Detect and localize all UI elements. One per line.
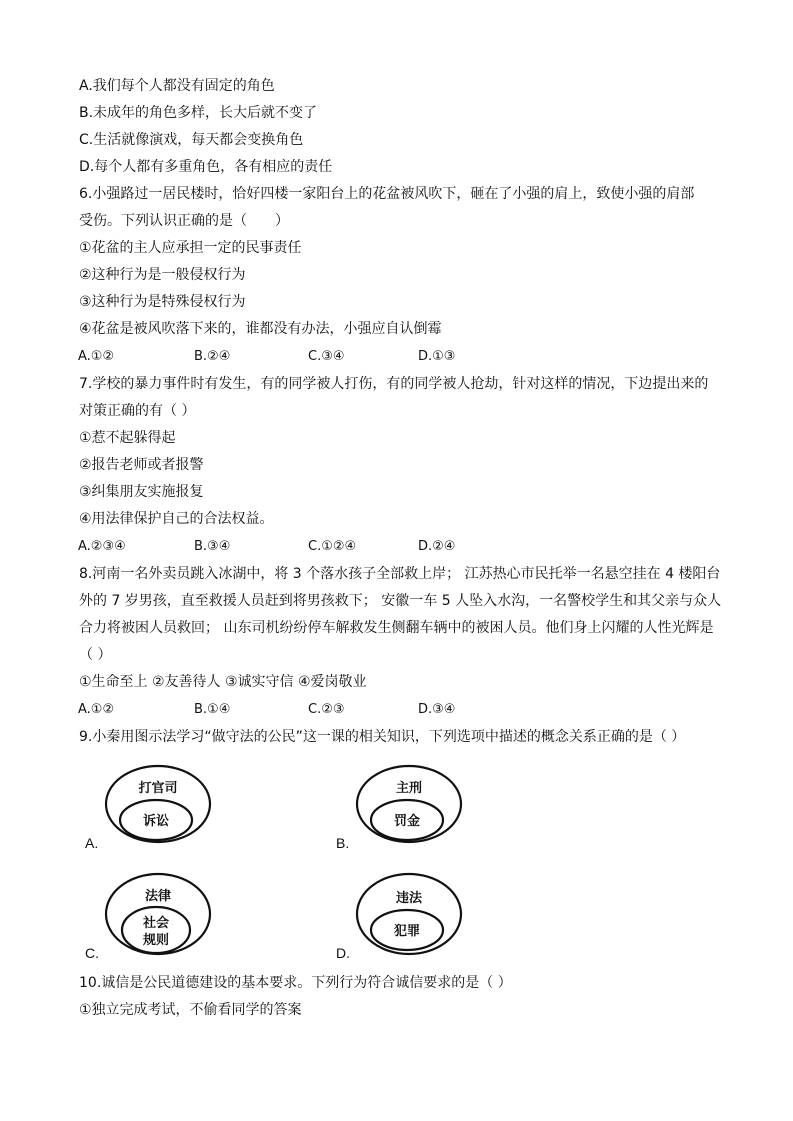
q6-statement-4: ④花盆是被风吹落下来的，谁都没有办法，小强应自认倒霉 [79, 321, 442, 337]
nested-circles-d [355, 872, 465, 956]
concept-diagram-a [104, 764, 214, 844]
q8-choice-b: B.①④ [194, 702, 231, 717]
outer-label-c: 法律 [144, 889, 172, 904]
outer-label-d: 违法 [395, 891, 423, 906]
q7-choice-d: D.②④ [418, 539, 456, 554]
q6-statement-1: ①花盆的主人应承担一定的民事责任 [79, 240, 302, 256]
q5-option-c: C.生活就像演戏，每天都会变换角色 [79, 132, 304, 148]
q5-option-b: B.未成年的角色多样，长大后就不变了 [79, 105, 318, 121]
q7-statement-3: ③纠集朋友实施报复 [79, 484, 204, 500]
inner-label-b: 罚金 [393, 814, 421, 829]
q7-choice-a: A.②③④ [78, 539, 126, 554]
q8-choice-c: C.②③ [308, 702, 345, 717]
q8-stem-line-4: （ ） [79, 647, 112, 663]
diagram-letter-c: C. [85, 945, 99, 961]
q5-option-a: A.我们每个人都没有固定的角色 [79, 78, 275, 94]
q7-statement-2: ②报告老师或者报警 [79, 457, 204, 473]
inner-label-c-line-2: 规则 [142, 933, 170, 948]
q9-stem: 9.小秦用图示法学习“做守法的公民”这一课的相关知识，下列选项中描述的概念关系正确的是（ ） [79, 729, 686, 745]
inner-label-c-line-1: 社会 [142, 916, 170, 931]
q6-choice-c: C.③④ [308, 349, 345, 364]
nested-circles-a [104, 764, 214, 844]
q6-stem-line-1: 6.小强路过一居民楼时，恰好四楼一家阳台上的花盆被风吹下，砸在了小强的肩上，致使小强的肩部 [79, 186, 695, 202]
q8-stem-line-2: 外的 7 岁男孩，直至救援人员赶到将男孩救下； 安徽一车 5 人坠入水沟，一名警校学生和其父亲与众人 [79, 593, 722, 609]
q7-statement-1: ①惹不起躲得起 [79, 430, 176, 446]
q6-statement-3: ③这种行为是特殊侵权行为 [79, 294, 246, 310]
q7-choice-b: B.③④ [194, 539, 231, 554]
q7-stem-line-1: 7.学校的暴力事件时有发生，有的同学被人打伤，有的同学被人抢劫，针对这样的情况，下边提出来的 [79, 376, 709, 392]
concept-diagram-d [355, 872, 465, 956]
outer-label-b: 主刑 [395, 781, 423, 796]
q8-statements: ①生命至上 ②友善待人 ③诚实守信 ④爱岗敬业 [79, 674, 367, 690]
q10-statement-1: ①独立完成考试，不偷看同学的答案 [79, 1002, 302, 1018]
q6-stem-line-2: 受伤。下列认识正确的是（ ） [79, 213, 289, 229]
q7-statement-4: ④用法律保护自己的合法权益。 [79, 511, 274, 527]
concept-diagram-c [104, 872, 214, 956]
q8-stem-line-1: 8.河南一名外卖员跳入冰湖中，将 3 个落水孩子全部救上岸； 江苏热心市民托举一名悬空挂在 4 楼阳台 [79, 566, 721, 582]
q7-choice-c: C.①②④ [308, 539, 357, 554]
nested-circles-b [355, 764, 465, 844]
q6-statement-2: ②这种行为是一般侵权行为 [79, 267, 246, 283]
diagram-letter-b: B. [336, 835, 350, 851]
inner-label-a: 诉讼 [142, 814, 170, 829]
nested-circles-c [104, 872, 214, 956]
q8-choice-a: A.①② [78, 702, 115, 717]
inner-label-d: 犯罪 [393, 924, 421, 939]
q6-choice-a: A.①② [78, 349, 115, 364]
outer-label-a: 打官司 [138, 781, 178, 796]
concept-diagram-b [355, 764, 465, 844]
q6-choice-b: B.②④ [194, 349, 231, 364]
diagram-letter-a: A. [85, 835, 99, 851]
q7-stem-line-2: 对策正确的有（ ） [79, 403, 196, 419]
q5-option-d: D.每个人都有多重角色，各有相应的责任 [79, 159, 333, 175]
q8-choice-d: D.③④ [418, 702, 456, 717]
q10-stem: 10.诚信是公民道德建设的基本要求。下列行为符合诚信要求的是（ ） [79, 975, 512, 991]
diagram-letter-d: D. [336, 945, 350, 961]
q6-choice-d: D.①③ [418, 349, 456, 364]
q8-stem-line-3: 合力将被困人员救回； 山东司机纷纷停车解救发生侧翻车辆中的被困人员。他们身上闪耀的人性光辉是 [79, 620, 714, 636]
